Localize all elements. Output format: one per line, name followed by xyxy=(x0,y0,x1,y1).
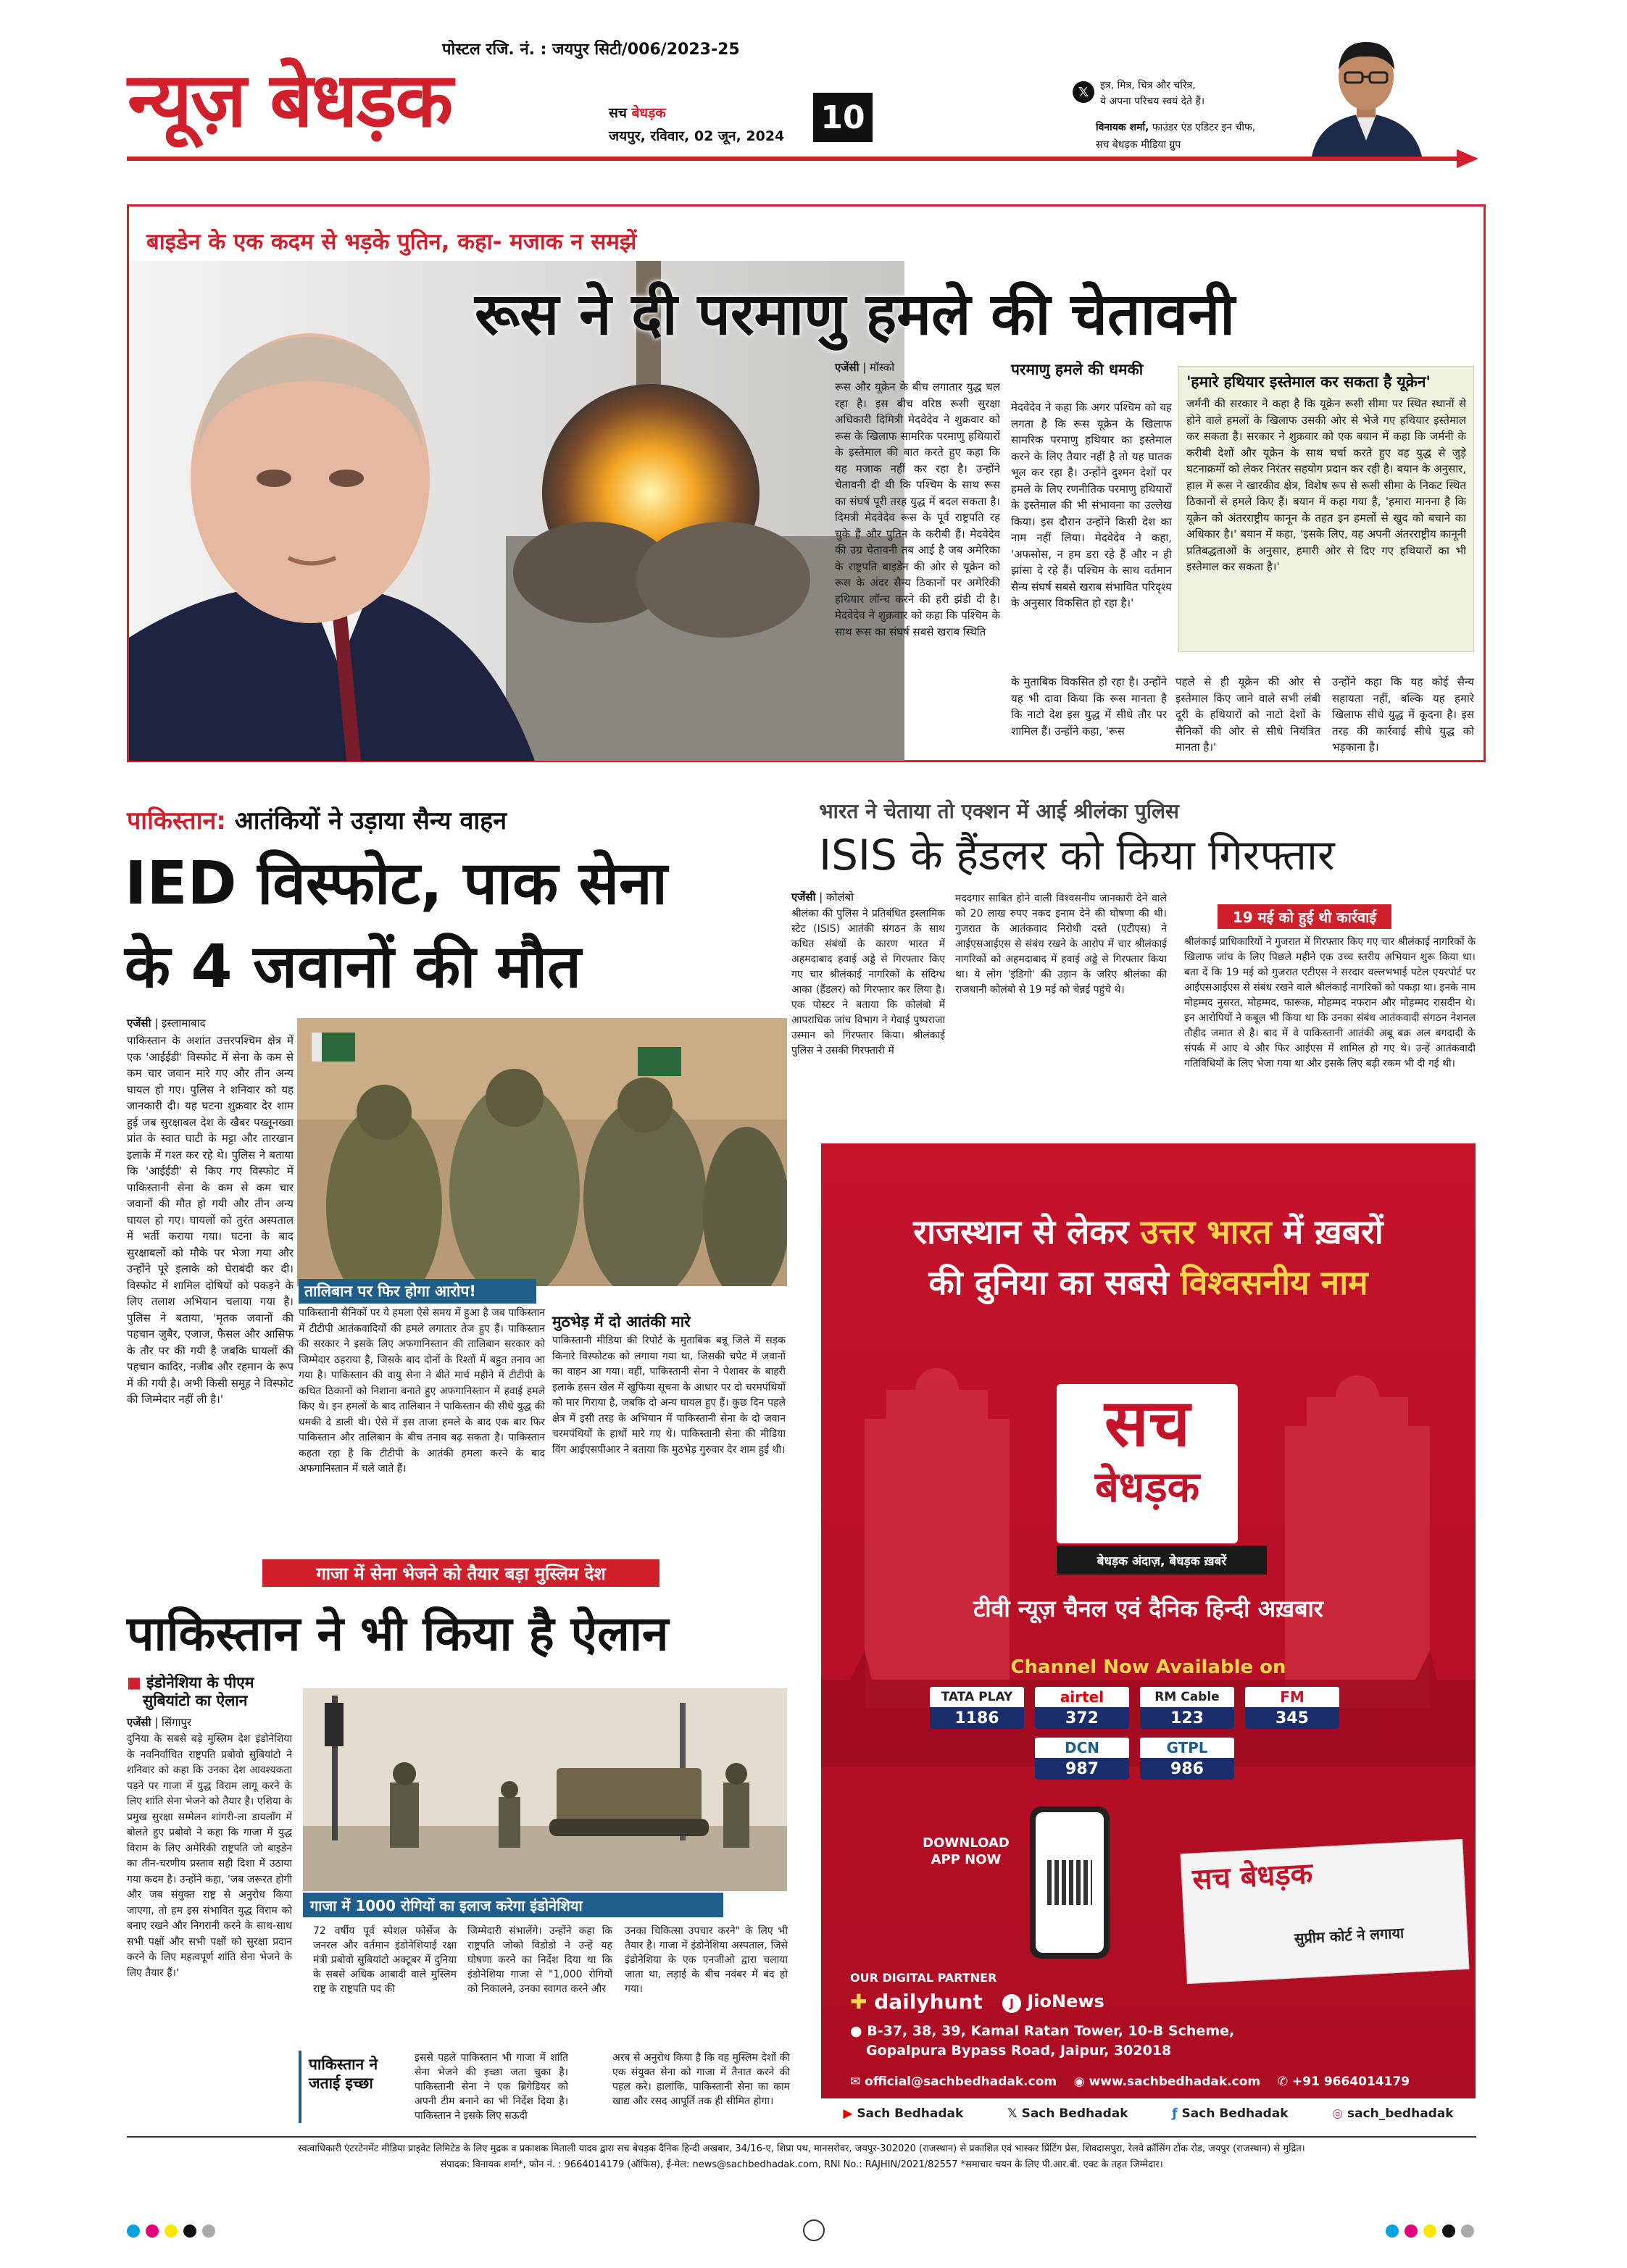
address-line-1: ● B-37, 38, 39, Kamal Ratan Tower, 10-B Scheme, xyxy=(850,2023,1235,2039)
magenta-dot xyxy=(1405,2225,1418,2238)
channel-name: RM Cable xyxy=(1154,1690,1220,1704)
ad-tagline-line-2: की दुनिया का सबसे विश्वसनीय नाम xyxy=(928,1263,1368,1302)
channel-number: 372 xyxy=(1035,1707,1129,1729)
phone-mockup xyxy=(1030,1806,1110,1959)
story-pak-headline-1: IED विस्फोट, पाक सेना xyxy=(125,849,667,918)
dailyhunt-icon: ✚ xyxy=(850,1990,867,2014)
story-srilanka-col1: श्रीलंका की पुलिस ने प्रतिबंधित इस्लामिक स्टेट (ISIS) आतंकी संगठन के साथ कथित संबंधों के कारण भारत में अहमदाबाद हवाई अड्डे से गिरफ्तार किए गए चार श्रीलंकाई नागरिकों के संदिग्ध आका (हैंडलर) को गिरफ्तार कर लिया है। एक पोस्टर ने बताया कि कोलंबो में आपराधिक जांच विभाग ने गेवाई पुष्पराजा उस्मान को गिरफ्तार किया। श्रीलंकाई पुलिस ने उसकी गिरफ्तारी में xyxy=(791,908,945,1056)
story-russia-headline: रूस ने दी परमाणु हमले की चेतावनी xyxy=(475,280,1235,348)
cyan-dot xyxy=(127,2225,140,2238)
byline-agency: एजेंसी xyxy=(127,1017,151,1030)
x-icon: 𝕏 xyxy=(1073,81,1094,103)
sub-taliban-label: तालिबान पर फिर होगा आरोप! xyxy=(304,1283,476,1300)
channel-name: TATA PLAY xyxy=(941,1690,1013,1704)
ad-logo-ribbon: बेधड़क अंदाज़, बेधड़क ख़बरें xyxy=(1057,1546,1267,1575)
dateline: जयपुर, रविवार, 02 जून, 2024 xyxy=(609,128,785,144)
partner-jionews: J JioNews xyxy=(1002,1991,1104,2013)
story-pak-kicker xyxy=(127,803,507,836)
story-russia-col2-head: परमाणु हमले की धमकी xyxy=(1011,361,1144,378)
channel-number: 1186 xyxy=(930,1707,1024,1729)
channel-tataplay xyxy=(930,1687,1024,1729)
story-russia-byline: एजेंसी | मॉस्को xyxy=(835,361,895,374)
ad-social-row xyxy=(821,2098,1476,2129)
story-srilanka-col2: मददगार साबित होने वाली विश्वसनीय जानकारी देने वाले को 20 लाख रुपए नकद इनाम देने की घोषणा की थी। गुजरात के आतंकवाद निरोधी दस्ते (एटीएस) ने आईएसआईएस से संबंध रखने के आरोप में चार श्रीलंकाई नागरिकों को अहमदाबाद में हवाई अड्डे से गिरफ्तार किया था। ये लोग 'इंडिगो' की उड़ान के जरिए श्रीलंका की राजधानी कोलंबो से 19 मई को चेन्नई पहुंचे थे। xyxy=(955,893,1167,996)
kicker-lead: पाकिस्तान: xyxy=(127,806,226,835)
pen-nib-icon xyxy=(1457,149,1478,168)
story-russia-bottom-3: उन्होंने कहा कि यह कोई सैन्य सहायता नहीं, बल्कि यह हमारे खिलाफ सीधे युद्ध में कूदना है। इस तरह की कार्रवाई सीधे युद्ध को भड़काना है। xyxy=(1332,675,1474,754)
tagline-sach: सच xyxy=(609,105,627,121)
gaza-text-5: अरब से अनुरोध किया है कि वह मुस्लिम देशों की एक संयुक्त सेना को गाजा में तैनात करने की पहल करे। हालांकि, पाकिस्तानी सेना का काम खाद्य और रसद आपूर्ति तक ही सीमित होगा। xyxy=(612,2052,790,2107)
story-gaza-subhead xyxy=(127,1674,254,1710)
story-pak-byline: एजेंसी | इस्लामाबाद xyxy=(127,1017,206,1030)
phone-icon: ✆ xyxy=(1277,2075,1289,2089)
ad-logo-bedhadak: बेधड़क xyxy=(1094,1462,1200,1512)
youtube-icon: ▶ xyxy=(843,2106,853,2121)
black-dot xyxy=(183,2225,196,2238)
gaza-banner-label: गाजा में 1000 रोगियों का इलाज करेगा इंडोनेशिया xyxy=(310,1897,583,1914)
ad-channel-heading: Channel Now Available on xyxy=(1010,1656,1286,1678)
sub-taliban-heading xyxy=(299,1279,536,1304)
ad-download-line-1: DOWNLOAD xyxy=(923,1835,1010,1851)
location-pin-icon: ● xyxy=(850,2023,862,2039)
editor-portrait xyxy=(1297,32,1435,157)
gaza-text-2: जिम्मेदारी संभालेंगे। उन्होंने कहा कि राष्ट्रपति जोको विडोडो ने उन्हें यह घोषणा करने का निर्देश दिया था कि इंडोनेशिया गाजा से "1,000 रोगियों को निकालने, उनका स्वागत करने और xyxy=(467,1925,612,1995)
black-dot xyxy=(1442,2225,1455,2238)
channel-number: 123 xyxy=(1140,1707,1234,1729)
postal-registration: पोस्टल रजि. नं. : जयपुर सिटी/006/2023-25 xyxy=(442,41,740,59)
channel-dcn xyxy=(1035,1738,1129,1780)
byline-agency: एजेंसी xyxy=(127,1716,151,1729)
qr-code-icon xyxy=(1047,1860,1092,1905)
channel-number: 345 xyxy=(1245,1707,1339,1729)
story-russia-bottom-2: पहले से ही यूक्रेन की ओर से इस्तेमाल किए जाने वाले सभी लंबी दूरी के हथियारों को नाटो देशों के सैनिकों की ओर से सीधे नियंत्रित मानता है।' xyxy=(1175,675,1320,754)
byline-place: इस्लामाबाद xyxy=(162,1017,206,1030)
email-icon: ✉ xyxy=(850,2075,861,2089)
byline-place: मॉस्को xyxy=(870,361,895,374)
facebook-icon: ƒ xyxy=(1172,2106,1178,2121)
pakistan-soldiers-photo xyxy=(297,1018,787,1286)
byline-place: सिंगापुर xyxy=(162,1716,192,1729)
sub-encounter-text: पाकिस्तानी मीडिया की रिपोर्ट के मुताबिक बन्नू जिले में सड़क किनारे विस्फोटक को लगाया गया था, जिसकी चपेट में जवानों का वाहन आ गया। वहीं, पाकिस्तानी सेना ने पेशावर के बाहरी इलाके हसन खेल में खुफिया सूचना के आधार पर दो चरमपंथियों को मार गिराया है, जबकि दो अन्य घायल हुए हैं। कुछ दिन पहले क्षेत्र में इसी तरह के अभियान में पाकिस्तानी सेना के दो जवान चरमपंथियों के हाथों मारे गए थे। पाकिस्तानी सेना की मीडिया विंग आईएसपीआर ने बताया कि मुठभेड़ गुरुवार देर शाम हुई थी। xyxy=(552,1335,786,1456)
gaza-side-heading-box xyxy=(299,2051,400,2123)
srilanka-box-label: 19 मई को हुई थी कार्रवाई xyxy=(1232,908,1377,926)
channel-airtel xyxy=(1035,1687,1129,1729)
story-srilanka-headline: ISIS के हैंडलर को किया गिरफ्तार xyxy=(819,830,1335,880)
story-russia-col1: रूस और यूक्रेन के बीच लगातार युद्ध चल रहा है। इस बीच वरिष्ठ रूसी सुरक्षा अधिकारी दिमित्री मेदवेदेव ने शुक्रवार को रूस के खिलाफ सामरिक परमाणु हथियारों के इस्तेमाल की बात करते हुए कहा कि यह मजाक नहीं कर रहा है। उन्होंने चेतावनी दी थी कि पश्चिम के साथ रूस का संघर्ष पूरी तरह युद्ध में बदल सकता है। दिमत्री मेदवेदेव रूस के पूर्व राष्ट्रपति रह चुके हैं और पुतिन के करीबी हैं। मेदवेदेव की उग्र चेतावनी तब आई है जब अमेरिका के राष्ट्रपति बाइडेन की ओर से यूक्रेन को रूस के अंदर सैन्य ठिकानों पर अमेरिकी हथियार लॉन्च करने की हरी झंडी दी है। मेदवेदेव ने शुक्रवार को कहा कि पश्चिम के साथ रूस का संघर्ष सबसे खराब स्थिति xyxy=(835,380,1000,638)
story-russia-kicker: बाइडेन के एक कदम से भड़के पुतिन, कहा- मजाक न समझें xyxy=(146,229,637,255)
youtube-link[interactable]: ▶ Sach Bedhadak xyxy=(843,2106,964,2121)
byline-agency: एजेंसी xyxy=(835,361,860,374)
yellow-dot xyxy=(165,2225,178,2238)
subhead-line-1: ■ इंडोनेशिया के पीएम xyxy=(127,1674,254,1691)
gaza-side-heading: पाकिस्तान ने जताई इच्छा xyxy=(309,2056,378,2092)
footer-rule xyxy=(127,2136,1476,2138)
partner-dailyhunt: ✚ dailyhunt xyxy=(850,1990,983,2014)
editor-credit xyxy=(1096,120,1255,134)
channel-gtpl xyxy=(1140,1738,1234,1780)
editor-name: विनायक शर्मा, xyxy=(1096,122,1149,133)
ad-email: official@sachbedhadak.com xyxy=(865,2075,1057,2089)
channel-fm xyxy=(1245,1687,1339,1729)
story-gaza-kicker xyxy=(262,1559,659,1587)
editor-org: सच बेधड़क मीडिया ग्रुप xyxy=(1096,139,1181,151)
masthead-rule xyxy=(127,157,1460,161)
masthead-title: न्यूज़ बेधड़क xyxy=(128,56,452,144)
magenta-dot xyxy=(146,2225,159,2238)
gaza-banner xyxy=(303,1893,723,1917)
gaza-troops-photo xyxy=(303,1688,787,1891)
story-gaza-col1: दुनिया के सबसे बड़े मुस्लिम देश इंडोनेशिया के नवनिर्वाचित राष्ट्रपति प्रबोवो सुबियांटो ने शनिवार को कहा कि उनका देश आवश्यकता पड़ने पर गाजा में युद्ध विराम लागू करने के लिए शांति सेना भेजने को तैयार है। एशिया के प्रमुख सुरक्षा सम्मेलन शांगरी-ला डायलॉग में बोलते हुए प्रबोवो ने कहा कि गाजा में युद्ध विराम के लिए अमेरिकी राष्ट्रपति जो बाइडेन का तीन-चरणीय प्रस्ताव सही दिशा में उठाया गया कदम है। उन्होंने कहा, 'जब जरूरत होगी और जब संयुक्त राष्ट्र से अनुरोध किया जाएगा, तो हम इस संभावित युद्ध विराम को बनाए रखने और निगरानी करने के साथ-साथ सभी पक्षों और सभी पक्षों को सुरक्षा प्रदान करने के लिए महत्वपूर्ण शांति सेना भेजने के लिए तैयार हैं।' xyxy=(127,1733,292,1979)
gaza-text-3: उनका चिकित्सा उपचार करने" के लिए भी तैयार है। गाजा में इंडोनेशिया अस्पताल, जिसे इंडोनेशिया के एक एनजीओ द्वारा चलाया जाता था, लड़ाई के बीच नवंबर में बंद हो गया। xyxy=(625,1925,788,1995)
byline-agency: एजेंसी xyxy=(791,891,816,904)
jionews-icon: J xyxy=(1002,1994,1021,2013)
ad-address xyxy=(850,2022,1234,2061)
sidebox-text: जर्मनी की सरकार ने कहा है कि यूक्रेन रूसी सीमा पर स्थित स्थानों से होने वाले हमलों के खिलाफ उसकी ओर से भेजे गए हथियार इस्तेमाल कर सकता है। सरकार ने शुक्रवार को एक बयान में कहा कि जर्मनी के करीबी देशों और यूक्रेन के साथ चर्चा करते हुए वह युद्ध से जुड़े घटनाक्रमों को लेकर निरंतर सहयोग प्रदान कर रही है। बयान के अनुसार, हाल में रूस ने खारकीव क्षेत्र, विशेष रूप से रूसी सीमा के निकट स्थित ठिकानों से हमले किए हैं। बयान में कहा गया है, 'हमारा मानना है कि यूक्रेन को अंतरराष्ट्रीय कानून के तहत इन हमलों से खुद को बचाने का अधिकार है।' बयान में कहा, 'इसके लिए, वह अपनी अंतरराष्ट्रीय कानूनी प्रतिबद्धताओं के अनुसार, हमारी ओर से दिए गए हथियारों का भी इस्तेमाल कर सकता है।' xyxy=(1186,397,1466,573)
ad-contact-row xyxy=(850,2075,1410,2089)
grey-dot xyxy=(202,2225,215,2238)
ad-tagline-line-1: राजस्थान से लेकर उत्तर भारत में ख़बरों xyxy=(913,1212,1383,1251)
kicker-rest: आतंकियों ने उड़ाया सैन्य वाहन xyxy=(234,806,507,835)
channel-name: airtel xyxy=(1060,1688,1104,1706)
ad-download-line-2: APP NOW xyxy=(931,1852,1002,1867)
quote-line-1: इत्र, मित्र, चित्र और चरित्र, xyxy=(1100,80,1196,91)
gaza-text-1: 72 वर्षीय पूर्व स्पेशल फोर्सेज के जनरल और वर्तमान इंडोनेशियाई रक्षा मंत्री प्रबोवो सुबियांटो अक्टूबर में दुनिया के सबसे अधिक आबादी वाले मुस्लिम राष्ट्र के राष्ट्रपति पद की xyxy=(313,1925,457,1995)
story-pak-headline-2: के 4 जवानों की मौत xyxy=(125,933,581,1001)
channel-name: GTPL xyxy=(1166,1739,1208,1756)
channel-name: FM xyxy=(1280,1688,1304,1706)
story-srilanka-byline: एजेंसी | कोलंबो xyxy=(791,891,854,904)
subhead-line-2: सुबियांटो का ऐलान xyxy=(143,1692,248,1709)
channel-number: 987 xyxy=(1035,1758,1129,1780)
x-icon: 𝕏 xyxy=(1007,2106,1018,2121)
sub-taliban-text: पाकिस्तानी सैनिकों पर ये हमला ऐसे समय में हुआ है जब पाकिस्तान में टीटीपी आतंकवादियों की हमले लगातार तेज हुए हैं। पाकिस्तान की सरकार ने इसके लिए अफगानिस्तान की तालिबान सरकार को जिम्मेदार ठहराया है, जिसके बाद दोनों के रिश्तों में बहुत तनाव आ गया है। पाकिस्तान की वायु सेना ने बीते मार्च महीने में टीटीपी के कथित ठिकानों को निशाना बनाते हुए अफगानिस्तान में हवाई हमले किए थे। इन हमलों के बाद तालिबान ने पाकिस्तान की सीधे युद्ध की धमकी दे डाली थी। ऐसे में इस ताजा हमले के बाद एक बार फिर पाकिस्तान और तालिबान के बीच तनाव बढ़ सकता है। पाकिस्तान कहता रहा है कि टीटीपी के आतंकी हमला करने के बाद अफगानिस्तान में चले जाते हैं। xyxy=(299,1307,545,1475)
editor-role: फाउंडर एंड एडिटर इन चीफ, xyxy=(1152,122,1256,133)
gaza-kicker-label: गाजा में सेना भेजने को तैयार बड़ा मुस्लिम देश xyxy=(316,1563,606,1584)
ad-logo-sach: सच xyxy=(1104,1385,1190,1462)
ad-logo-box xyxy=(1057,1384,1238,1543)
globe-icon: ◉ xyxy=(1073,2075,1085,2089)
yellow-dot xyxy=(1423,2225,1436,2238)
x-link[interactable]: 𝕏 Sach Bedhadak xyxy=(1007,2106,1128,2121)
facebook-link[interactable]: ƒ Sach Bedhadak xyxy=(1172,2106,1289,2121)
page-number: 10 xyxy=(813,93,873,142)
crop-mark-center xyxy=(803,2219,825,2241)
cyan-dot xyxy=(1386,2225,1399,2238)
channel-name: DCN xyxy=(1064,1739,1100,1756)
registration-marks-right xyxy=(1386,2225,1480,2240)
ad-web: www.sachbedhadak.com xyxy=(1089,2075,1261,2089)
tagline-bedhadak: बेधड़क xyxy=(631,105,666,121)
story-gaza-byline: एजेंसी | सिंगापुर xyxy=(127,1716,192,1729)
story-russia-sidebox xyxy=(1178,366,1474,652)
channel-rmcable xyxy=(1140,1687,1234,1729)
instagram-link[interactable]: ◎ sach_bedhadak xyxy=(1332,2106,1454,2121)
story-srilanka-kicker: भारत ने चेताया तो एक्शन में आई श्रीलंका पुलिस xyxy=(819,799,1179,823)
newspaper-headline: सुप्रीम कोर्ट ने लगाया xyxy=(1294,1924,1405,1948)
tagline-brand xyxy=(609,103,666,122)
srilanka-box-heading xyxy=(1218,904,1391,929)
sidebox-heading: 'हमारे हथियार इस्तेमाल कर सकता है यूक्रेन' xyxy=(1186,373,1431,391)
address-line-2: Gopalpura Bypass Road, Jaipur, 302018 xyxy=(866,2043,1172,2059)
story-russia-col2: मेदवेदेव ने कहा कि अगर पश्चिम को यह लगता है कि रूस यूक्रेन के खिलाफ सामरिक परमाणु हथियार का इस्तेमाल करने के लिए तैयार नहीं है तो यह घातक भूल कर रहा है। उन्होंने दुश्मन देशों पर हमले के लिए रणनीतिक परमाणु हथियारों के इस्तेमाल की भी संभावना का उल्लेख किया। इस दौरान उन्होंने किसी देश का नाम नहीं लिया। मेदवेदेव ने कहा, 'अफसोस, न हम डरा रहे हैं और न ही झांसा दे रहे हैं। पश्चिम के साथ वर्तमान सैन्य संघर्ष सबसे खराब संभावित परिदृश्य के अनुसार विकसित हो रहा है।' xyxy=(1011,401,1172,609)
sub-encounter-heading: मुठभेड़ में दो आतंकी मारे xyxy=(552,1313,691,1330)
story-russia-bottom-1: के मुताबिक विकसित हो रहा है। उन्होंने यह भी दावा किया कि रूस मानता है कि नाटो देश इस युद्ध में सीधे तौर पर शामिल हैं। उन्होंने कहा, 'रूस xyxy=(1011,675,1167,738)
srilanka-box-text: श्रीलंकाई प्राधिकारियों ने गुजरात में गिरफ्तार किए गए चार श्रीलंकाई नागरिकों के खिलाफ जांच के लिए पिछले महीने एक उच्च स्तरीय अभियान शुरू किया था। बता दें कि 19 मई को गुजरात एटीएस ने सरदार वल्लभभाई पटेल एयरपोर्ट पर आईएसआईएस से संबंध रखने वाले श्रीलंकाई नागरिकों को पकड़ा था। इनके नाम मोहम्मद नुसरत, मोहम्मद, फारूक, मोहम्मद नफरान और मोहम्मद रासदीन थे। इन आरोपियों ने कबूल भी किया था कि उनका संबंध आतंकवादी संगठन नेशनल तौहीद जमात से है। बाद में वे पाकिस्तानी आतंकी अबू बक्र अल बगदादी के संपर्क में आए थे और फिर आईएस में शामिल हो गए थे। उन्हें आतंकवादी गतिविधियों के लिए भेजा गया था और इसके लिए बड़ी रकम भी दी गई थी। xyxy=(1184,936,1476,1070)
ad-partner-label: OUR DIGITAL PARTNER xyxy=(850,1971,997,1985)
ad-sach-bedhadak xyxy=(821,1143,1476,2129)
gaza-text-4: इससे पहले पाकिस्तान भी गाजा में शांति सेना भेजने की इच्छा जता चुका है। पाकिस्तानी सेना ने एक ब्रिगेडियर को अपनी टीम बनाने का भी निर्देश दिया है। पाकिस्तान ने इसके लिए सऊदी xyxy=(415,2052,568,2122)
ad-phone: +91 9664014179 xyxy=(1292,2075,1410,2089)
story-gaza-headline: पाकिस्तान ने भी किया है ऐलान xyxy=(127,1606,669,1662)
quote-line-2: ये अपना परिचय स्वयं देते हैं। xyxy=(1100,96,1205,107)
registration-marks-left xyxy=(127,2225,221,2240)
channel-number: 986 xyxy=(1140,1758,1234,1780)
footer-imprint-1: स्वत्वाधिकारी एंटरटेनमेंट मीडिया प्राइवेट लिमिटेड के लिए मुद्रक व प्रकाशक मिताली यादव द्वारा सच बेधड़क दैनिक हिन्दी अखबार, 34/16-ए, शिप्रा पथ, मानसरोवर, जयपुर-302020 (राजस्थान) से प्रकाशित एवं भास्कर प्रिंटिंग प्रेस, शिवदासपुरा, रेलवे क्रॉसिंग टोंक रोड, जयपुर (राजस्थान) से मुद्रित। xyxy=(298,2143,1305,2154)
byline-place: कोलंबो xyxy=(826,891,854,904)
newspaper-brand: सच बेधड़क xyxy=(1191,1856,1314,1897)
instagram-icon: ◎ xyxy=(1332,2106,1344,2121)
newspaper-mockup xyxy=(1181,1839,1470,1984)
story-pak-col1: पाकिस्तान के अशांत उत्तरपश्चिम क्षेत्र में एक 'आईईडी' विस्फोट में सेना के कम से कम चार जवान मारे गए और तीन अन्य घायल हो गए। पुलिस ने शनिवार को यह जानकारी दी। यह घटना शुक्रवार देर शाम हुई जब सुरक्षाबल देश के खैबर पख्तूनख्वा प्रांत के स्वात घाटी के मट्टा और तारखान इलाके में गश्त कर रहे थे। पुलिस ने बताया कि 'आईईडी' से किए गए विस्फोट में पाकिस्तानी सेना के कम से कम चार जवानों की मौत हो गयी और तीन अन्य घायल हो गए। घायलों को तुरंत अस्पताल में भर्ती कराया गया। घटना के बाद सुरक्षाबलों को मौके पर भेजा गया और उन्होंने पूरे इलाके को घेराबंदी कर दी। विस्फोट में शामिल दोषियों को पकड़ने के लिए तलाश अभियान चलाया गया है। पुलिस ने बताया, 'मृतक जवानों की पहचान जुबैर, एजाज, फैसल और आसिफ के तौर पर की गयी है जबकि घायलों की पहचान कादिर, नजीब और रहमान के रूप में की गयी है। अभी किसी समूह ने विस्फोट की जिम्मेदार नहीं ली है।' xyxy=(127,1034,294,1406)
footer-imprint-2: संपादक: विनायक शर्मा*, फोन नं. : 9664014179 (ऑफिस), ई-मेल: news@sachbedhadak.com, RNI No.: RAJHIN/2021/82557 *समाचार चयन के लिए पी.आर.बी. एक्ट के तहत जिम्मेदार। xyxy=(440,2159,1163,2170)
grey-dot xyxy=(1461,2225,1474,2238)
ad-tv-line: टीवी न्यूज़ चैनल एवं दैनिक हिन्दी अख़बार xyxy=(973,1595,1323,1622)
